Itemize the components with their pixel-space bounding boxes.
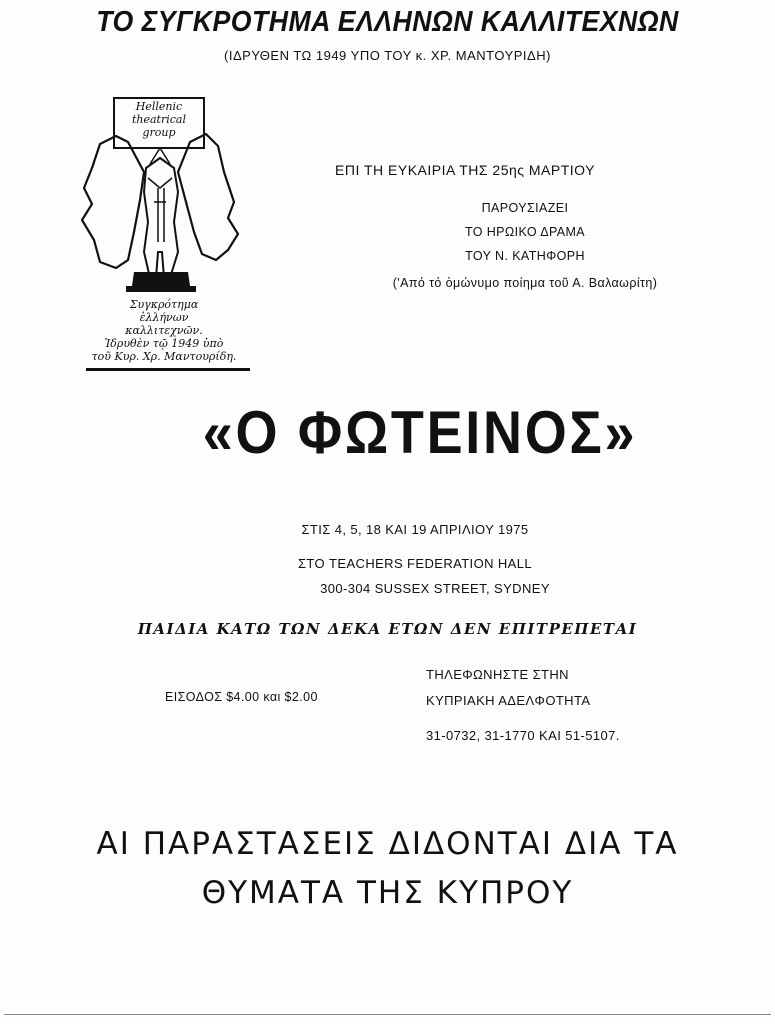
play-title: «Ο ΦΩΤΕΙΝΟΣ» — [202, 399, 638, 466]
logo-caption-line: καλλιτεχνῶν. — [125, 324, 203, 337]
logo-caption-line: ἑλλήνων — [139, 311, 189, 324]
source-line: ('Από τό ὁμώνυμο ποίημα τοῦ Α. Βαλαωρίτη) — [392, 276, 658, 290]
group-title: ΤΟ ΣΥΓΚΡΟΤΗΜΑ ΕΛΛΗΝΩΝ ΚΑΛΛΙΤΕΧΝΩΝ — [96, 6, 679, 38]
logo-underline — [86, 368, 250, 371]
call-organization: ΚΥΠΡΙΑΚΗ ΑΔΕΛΦΟΤΗΤΑ — [426, 693, 591, 708]
age-restriction-notice: ΠΑΙΔΙΑ ΚΑΤΩ ΤΩΝ ΔΕΚΑ ΕΤΩΝ ΔΕΝ ΕΠΙΤΡΕΠΕΤΑΙ — [137, 620, 638, 638]
logo-caption-line: τοῦ Κυρ. Χρ. Μαντουρίδη. — [91, 350, 237, 363]
logo-banner-line: theatrical — [131, 113, 186, 126]
logo-banner-line: group — [142, 126, 176, 139]
event-dates: ΣΤΙΣ 4, 5, 18 ΚΑΙ 19 ΑΠΡΙΛΙΟΥ 1975 — [301, 522, 529, 537]
page-bottom-rule — [4, 1014, 771, 1015]
event-venue: ΣΤΟ TEACHERS FEDERATION HALL — [297, 556, 532, 571]
presents-line: ΠΑΡΟΥΣΙΑΖΕΙ — [481, 201, 569, 215]
dedication-line-2: ΘΥΜΑΤΑ ΤΗΣ ΚΥΠΡΟΥ — [201, 875, 574, 911]
author-line: ΤΟΥ Ν. ΚΑΤΗΦΟΡΗ — [465, 249, 585, 263]
group-subtitle: (ΙΔΡΥΘΕΝ ΤΩ 1949 ΥΠΟ ΤΟΥ κ. ΧΡ. ΜΑΝΤΟΥΡΙΔΗ) — [224, 48, 551, 63]
logo-banner-line: Hellenic — [135, 100, 183, 113]
call-instruction: ΤΗΛΕΦΩΝΗΣΤΕ ΣΤΗΝ — [426, 667, 569, 682]
logo-caption-line: Συγκρότημα — [129, 298, 199, 311]
logo-banner — [114, 100, 204, 139]
occasion-line: ΕΠΙ ΤΗ ΕΥΚΑΙΡΙΑ ΤΗΣ 25ης ΜΑΡΤΙΟΥ — [335, 162, 595, 178]
logo-caption — [78, 298, 250, 363]
logo-caption-line: Ἱδρυθὲν τῷ 1949 ὑπὸ — [104, 337, 224, 350]
phone-numbers: 31-0732, 31-1770 ΚΑΙ 51-5107. — [426, 728, 620, 743]
group-logo — [78, 92, 250, 374]
event-address: 300-304 SUSSEX STREET, SYDNEY — [320, 581, 550, 596]
dedication-line-1: ΑΙ ΠΑΡΑΣΤΑΣΕΙΣ ΔΙΔΟΝΤΑΙ ΔΙΑ ΤΑ — [96, 826, 679, 862]
ticket-prices: ΕΙΣΟΔΟΣ $4.00 και $2.00 — [165, 690, 318, 704]
drama-line: ΤΟ ΗΡΩΙΚΟ ΔΡΑΜΑ — [464, 225, 586, 239]
